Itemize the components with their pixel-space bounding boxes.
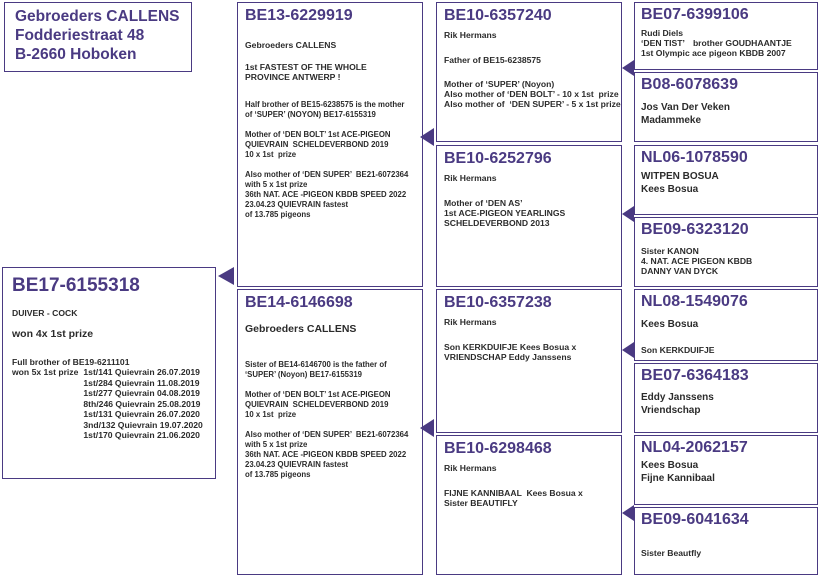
owner-street: Fodderiestraat 48 bbox=[15, 27, 145, 44]
ggs4-ring: BE09-6323120 bbox=[641, 221, 749, 238]
ggs5-ring: NL08-1549076 bbox=[641, 293, 748, 310]
arrow-gs2 bbox=[622, 206, 634, 222]
win-item: 8th/246 Quievrain 25.08.2019 bbox=[83, 398, 201, 409]
ggs7-ring: NL04-2062157 bbox=[641, 439, 748, 456]
gs1-line: Father of BE15-6238575 bbox=[444, 55, 541, 65]
owner-city: B-2660 Hoboken bbox=[15, 46, 137, 63]
ggs1-line: ‘DEN TIST’ bbox=[641, 38, 685, 48]
owner-name: Gebroeders CALLENS bbox=[15, 8, 180, 25]
gs1-line: Also mother of ‘DEN BOLT’ - 10 x 1st prize bbox=[444, 89, 619, 99]
gs4-ring: BE10-6298468 bbox=[444, 440, 552, 457]
arrow-subject-to-parents bbox=[218, 267, 234, 285]
great-grandparent-4-box bbox=[634, 217, 818, 287]
ggs1-ring: BE07-6399106 bbox=[641, 6, 749, 23]
gs4-line: Sister BEAUTIFLY bbox=[444, 498, 518, 508]
gs3-ring: BE10-6357238 bbox=[444, 294, 552, 311]
sire-line: 23.04.23 QUIEVRAIN fastest bbox=[245, 200, 349, 209]
ggs4-line: Sister KANON bbox=[641, 246, 699, 256]
ggs2-ring: B08-6078639 bbox=[641, 76, 738, 93]
gs3-line: Son KERKDUIFJE Kees Bosua x bbox=[444, 342, 577, 352]
win-item: 3nd/132 Quievrain 19.07.2020 bbox=[83, 419, 203, 430]
sire-line: Half brother of BE15-6238575 is the mother bbox=[245, 100, 405, 109]
gs1-owner: Rik Hermans bbox=[444, 30, 497, 40]
arrow-gs4 bbox=[622, 505, 634, 521]
ggs6-ring: BE07-6364183 bbox=[641, 367, 749, 384]
subject-box bbox=[2, 267, 216, 479]
ggs2-line: Jos Van Der Veken bbox=[641, 102, 730, 113]
great-grandparent-5-box bbox=[634, 289, 818, 361]
dam-line: Sister of BE14-6146700 is the father of bbox=[245, 360, 387, 369]
sire-line: 10 x 1st prize bbox=[245, 150, 297, 159]
sire-box bbox=[237, 2, 423, 287]
great-grandparent-7-box bbox=[634, 435, 818, 505]
ggs1-extra: brother GOUDHAANTJE bbox=[692, 38, 792, 48]
ggs1-line: 1st Olympic ace pigeon KBDB 2007 bbox=[641, 48, 786, 58]
sire-line: with 5 x 1st prize bbox=[245, 180, 308, 189]
dam-line: 36th NAT. ACE -PIGEON KBDB SPEED 2022 bbox=[245, 450, 407, 459]
win-item: 1st/141 Quievrain 26.07.2019 bbox=[83, 367, 200, 377]
gs4-line: FIJNE KANNIBAAL Kees Bosua x bbox=[444, 488, 583, 498]
gs2-line: Mother of ‘DEN AS’ bbox=[444, 198, 523, 208]
win-item: 1st/277 Quievrain 04.08.2019 bbox=[83, 388, 200, 398]
ggs5-line: Kees Bosua bbox=[641, 319, 699, 330]
sire-line: Also mother of ‘DEN SUPER’ BE21-6072364 bbox=[245, 170, 409, 179]
great-grandparent-2-box bbox=[634, 72, 818, 142]
sire-line: 1st FASTEST OF THE WHOLE bbox=[245, 62, 367, 72]
sire-line: of ‘SUPER’ (NOYON) BE17-6155319 bbox=[245, 110, 376, 119]
gs2-line: SCHELDEVERBOND 2013 bbox=[444, 218, 550, 228]
dam-owner: Gebroeders CALLENS bbox=[245, 323, 357, 335]
ggs6-line: Vriendschap bbox=[641, 405, 701, 416]
dam-line: QUIEVRAIN SCHELDEVERBOND 2019 bbox=[245, 400, 389, 409]
dam-line: 23.04.23 QUIEVRAIN fastest bbox=[245, 460, 349, 469]
ggs8-ring: BE09-6041634 bbox=[641, 511, 749, 528]
ggs8-line: Sister Beautfly bbox=[641, 548, 702, 558]
ggs3-line: WITPEN BOSUA bbox=[641, 171, 719, 182]
granddam-2-box bbox=[436, 435, 622, 575]
ggs3-line: Kees Bosua bbox=[641, 184, 699, 195]
ggs6-line: Eddy Janssens bbox=[641, 392, 714, 403]
wins-label: won 5x 1st prize bbox=[12, 367, 79, 377]
grandsire-1-box bbox=[436, 2, 622, 142]
subject-sex: DUIVER - COCK bbox=[12, 308, 78, 318]
great-grandparent-1-box bbox=[634, 2, 818, 70]
ggs7-line: Fijne Kannibaal bbox=[641, 473, 715, 484]
gs3-owner: Rik Hermans bbox=[444, 317, 497, 327]
dam-ring: BE14-6146698 bbox=[245, 294, 353, 311]
ggs7-line: Kees Bosua bbox=[641, 460, 699, 471]
arrow-dam bbox=[420, 419, 434, 437]
dam-line: ‘SUPER’ (Noyon) BE17-6155319 bbox=[245, 370, 362, 379]
ggs1-line: Rudi Diels bbox=[641, 28, 684, 38]
gs2-ring: BE10-6252796 bbox=[444, 150, 552, 167]
win-item: 1st/284 Quievrain 11.08.2019 bbox=[83, 377, 200, 388]
sire-owner: Gebroeders CALLENS bbox=[245, 40, 337, 50]
dam-line: Also mother of ‘DEN SUPER’ BE21-6072364 bbox=[245, 430, 409, 439]
great-grandparent-8-box bbox=[634, 507, 818, 575]
great-grandparent-6-box bbox=[634, 363, 818, 433]
arrow-gs3 bbox=[622, 342, 634, 358]
sire-line: QUIEVRAIN SCHELDEVERBOND 2019 bbox=[245, 140, 389, 149]
ggs1-line-row bbox=[641, 38, 817, 48]
ggs3-ring: NL06-1078590 bbox=[641, 149, 748, 166]
gs2-line: 1st ACE-PIGEON YEARLINGS bbox=[444, 208, 566, 218]
ggs4-line: DANNY VAN DYCK bbox=[641, 266, 719, 276]
ggs5-line: Son KERKDUIFJE bbox=[641, 345, 715, 355]
granddam-1-box bbox=[436, 145, 622, 287]
dam-line: of 13.785 pigeons bbox=[245, 470, 311, 479]
gs1-line: Also mother of ‘DEN SUPER’ - 5 x 1st prize bbox=[444, 99, 621, 109]
owner-box bbox=[4, 2, 192, 72]
win-item: 1st/131 Quievrain 26.07.2020 bbox=[83, 409, 200, 419]
arrow-sire bbox=[420, 128, 434, 146]
win-item: 1st/170 Quievrain 21.06.2020 bbox=[83, 430, 200, 440]
sire-line: Mother of ‘DEN BOLT’ 1st ACE-PIGEON bbox=[245, 130, 391, 139]
sire-line: of 13.785 pigeons bbox=[245, 210, 311, 219]
grandsire-2-box bbox=[436, 289, 622, 433]
gs3-line: VRIENDSCHAP Eddy Janssens bbox=[444, 352, 572, 362]
dam-line: Mother of ‘DEN BOLT’ 1st ACE-PIGEON bbox=[245, 390, 391, 399]
arrow-gs1 bbox=[622, 60, 634, 76]
gs1-ring: BE10-6357240 bbox=[444, 7, 552, 24]
subject-brother: Full brother of BE19-6211101 bbox=[12, 357, 130, 367]
great-grandparent-3-box bbox=[634, 145, 818, 215]
sire-line: 36th NAT. ACE -PIGEON KBDB SPEED 2022 bbox=[245, 190, 407, 199]
dam-box bbox=[237, 289, 423, 575]
sire-ring: BE13-6229919 bbox=[245, 7, 353, 24]
ggs4-line: 4. NAT. ACE PIGEON KBDB bbox=[641, 256, 753, 266]
sire-line: PROVINCE ANTWERP ! bbox=[245, 72, 341, 82]
subject-won: won 4x 1st prize bbox=[12, 328, 94, 340]
dam-line: 10 x 1st prize bbox=[245, 410, 297, 419]
gs1-line: Mother of ‘SUPER’ (Noyon) bbox=[444, 79, 555, 89]
subject-wins-table bbox=[12, 367, 203, 441]
dam-line: with 5 x 1st prize bbox=[245, 440, 308, 449]
gs2-owner: Rik Hermans bbox=[444, 173, 497, 183]
gs4-owner: Rik Hermans bbox=[444, 463, 497, 473]
ggs2-line: Madammeke bbox=[641, 115, 702, 126]
subject-ring: BE17-6155318 bbox=[12, 275, 140, 296]
